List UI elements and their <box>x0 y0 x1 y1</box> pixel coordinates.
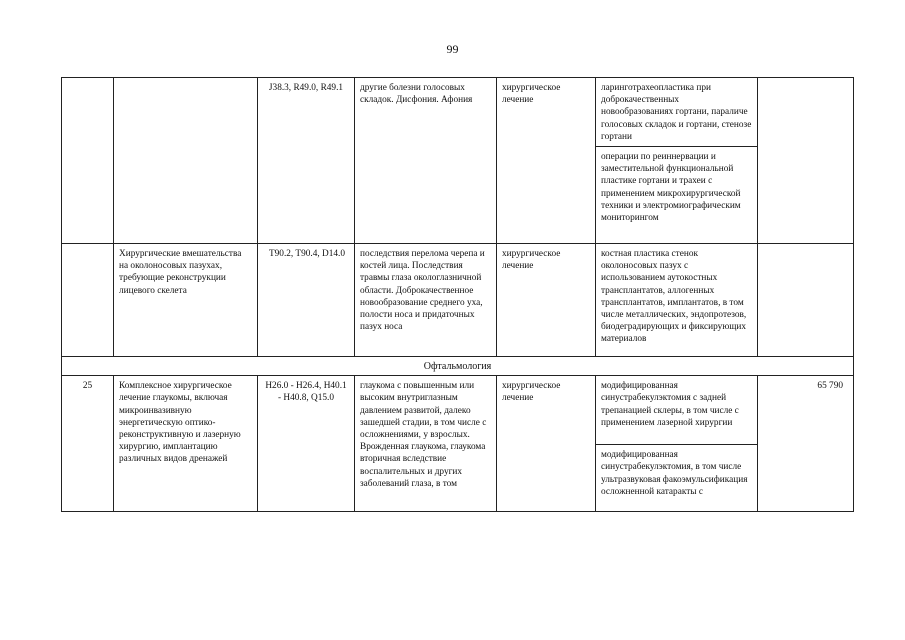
treatment-method-cell: костная пластика стенок околоносовых пазух с использованием аутокостных трансплантатов, аллогенных трансплантатов, имплантатов, в том числе металлических, эндопротезов, биодеградирующих и фиксирующих материалов <box>596 244 758 357</box>
table-row <box>62 376 854 445</box>
table-row <box>62 244 854 357</box>
medical-care-table <box>61 77 854 512</box>
price-cell: 65 790 <box>758 376 854 512</box>
page-number: 99 <box>446 42 459 56</box>
table-row <box>62 78 854 147</box>
treatment-method-cell: модифицированная синустрабекулэктомия с задней трепанацией склеры, в том числе с применением лазерной хирургии <box>596 376 758 445</box>
treatment-method-cell: операции по реиннервации и заместительной функциональной пластике гортани и трахеи с применением микрохирургической техники и электромиографическим мониторингом <box>596 147 758 244</box>
treatment-method-cell: модифицированная синустрабекулэктомия, в том числе ультразвуковая факоэмульсификация осложненной катаракты с <box>596 445 758 512</box>
price-cell <box>758 78 854 244</box>
price-cell <box>758 244 854 357</box>
treatment-method-cell: ларинготрахеопластика при доброкачественных новообразованиях гортани, параличе голосовых складок и гортани, стенозе гортани <box>596 78 758 147</box>
disease-model-cell: последствия перелома черепа и костей лица. Последствия травмы глаза окологлазничной области. Доброкачественное новообразование среднего уха, полости носа и придаточных пазух носа <box>355 244 497 357</box>
treatment-type-cell: хирургическое лечение <box>497 244 596 357</box>
treatment-type-cell: хирургическое лечение <box>497 78 596 244</box>
row-number-cell: 25 <box>62 376 114 512</box>
section-row <box>62 357 854 376</box>
disease-model-cell: глаукома с повышенным или высоким внутриглазным давлением развитой, далеко зашедшей стадии, в том числе с осложнениями, у взрослых. Врожденная глаукома, глаукома вторичная вследствие воспалительных и других заболеваний глаза, в том <box>355 376 497 512</box>
care-type-cell <box>114 78 258 244</box>
icd-codes-cell: J38.3, R49.0, R49.1 <box>258 78 355 244</box>
treatment-type-cell: хирургическое лечение <box>497 376 596 512</box>
care-type-cell: Комплексное хирургическое лечение глаукомы, включая микроинвазивную энергетическую оптико-реконструктивную и лазерную хирургию, имплантацию различных видов дренажей <box>114 376 258 512</box>
row-number-cell <box>62 244 114 357</box>
section-title: Офтальмология <box>62 357 854 376</box>
disease-model-cell: другие болезни голосовых складок. Дисфония. Афония <box>355 78 497 244</box>
row-number-cell <box>62 78 114 244</box>
care-type-cell: Хирургические вмешательства на околоносовых пазухах, требующие реконструкции лицевого скелета <box>114 244 258 357</box>
icd-codes-cell: T90.2, T90.4, D14.0 <box>258 244 355 357</box>
icd-codes-cell: H26.0 - H26.4, H40.1 - H40.8, Q15.0 <box>258 376 355 512</box>
